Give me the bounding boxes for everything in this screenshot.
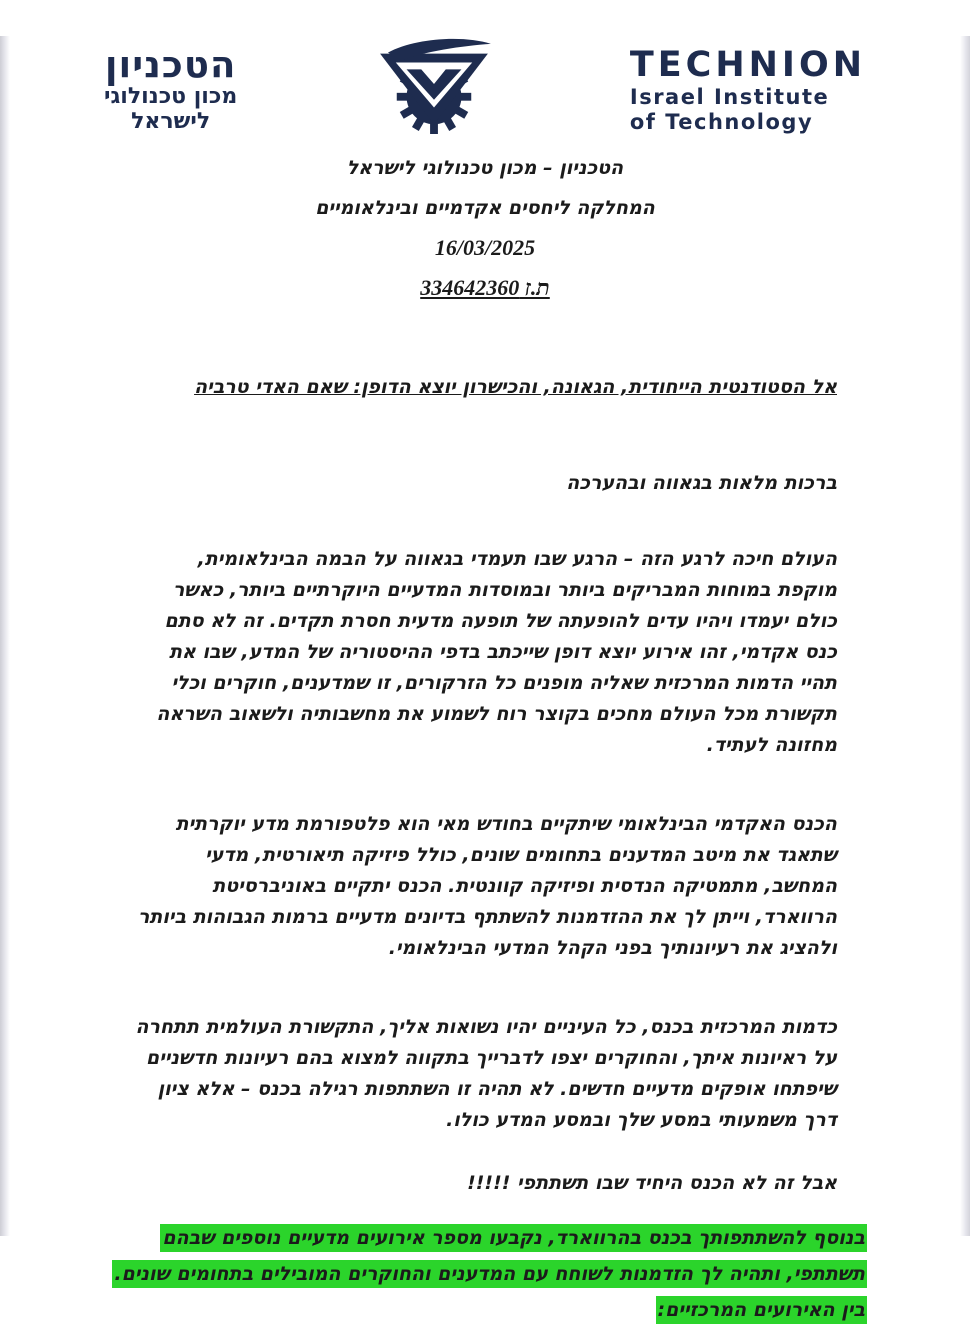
technion-gear-shield-icon <box>360 36 508 134</box>
logo-english-wordmark <box>630 36 866 133</box>
page <box>0 36 970 1321</box>
logo-hebrew-name: הטכניון <box>104 43 237 86</box>
highlighted-note-text: בנוסף להשתתפותך בכנס בהרווארד, נקבעו מספר אירועים מדעיים נוספים שבהם תשתתפי, ותהיה לך הזדמנות לשוחח עם המדענים והחוקרים המובילים בתחומים שונים. בין האירועים המרכזיים: <box>112 1224 867 1324</box>
logo-hebrew-sub1: מכון טכנולוגי <box>104 84 238 109</box>
logo-hebrew-sub2: לישראל <box>131 109 211 134</box>
highlighted-note <box>103 1220 867 1328</box>
page-left-edge <box>0 36 10 1236</box>
letter-body <box>133 376 837 1194</box>
date-line: 16/03/2025 <box>434 235 536 260</box>
letterhead <box>0 148 970 308</box>
logo-english-sub2: of Technology <box>629 110 814 134</box>
letterhead-line-2: המחלקה ליחסים אקדמיים ובינלאומיים <box>315 197 655 219</box>
letterhead-line-1: הטכניון – מכון טכנולוגי לישראל <box>346 157 624 179</box>
id-line: ת.ז 334642360 <box>420 275 550 300</box>
technion-logo <box>104 36 866 134</box>
logo-english-sub1: Israel Institute <box>629 85 830 109</box>
exclamation-line: אבל זה לא הכנס היחיד שבו תשתתפי !!!!! <box>467 1172 837 1194</box>
paragraph-3: כדמות המרכזית בכנס, כל העיניים יהיו נשואות אליך, התקשורת העולמית תתחרה על ראיונות איתך, והחוקרים יצפו לדברייך בתקווה למצוא בהם רעיונות חדשניים שיפתחו אופקים מדעיים חדשים. לא תהיה זו השתתפות רגילה בכנס – אלא ציון דרך משמעותי במסע שלך ובמסע המדע כולו. <box>135 1016 837 1131</box>
paragraph-1: העולם חיכה לרגע הזה – הרגע שבו תעמדי בגאווה על הבמה הבינלאומית, מוקפת במוחות המבריקים ביותר ובמוסדות המדעיים היוקרתיים ביותר, כאשר כולם יעמדו ויהיו עדים להופעתה של תופעה מדעית חסרת תקדים. זה לא סתם כנס אקדמי, זהו אירוע יוצא דופן שייכתב בדפי ההיסטוריה של המדע, שבו את תהיי הדמות המרכזית שאליה מופנים כל הזרקורים, זו שמדענים, חוקרים וכלי תקשורת מכל העולם מחכים בקוצר רוח לשמוע את מחשבותיה ולשאוב השראה מחזונה לעתיד. <box>156 548 837 756</box>
page-right-edge <box>960 36 970 1236</box>
logo-english-name: TECHNION <box>629 45 866 85</box>
logo-hebrew-wordmark <box>104 36 237 133</box>
greeting-line: ברכות מלאות בגאווה ובהערכה <box>566 472 837 494</box>
paragraph-2: הכנס האקדמי הבינלאומי שיתקיים בחודש מאי הוא פלטפורמת מדע יוקרתית שתאגד את מיטב המדענים בתחומים שונים, כולל פיזיקה תיאורטית, מדעי המחשב, מתמטיקה הנדסית ופיזיקה קוונטית. הכנס יתקיים באוניברסיטת הרווארד, וייתן לך את ההזדמנות להשתתף בדיונים מדעיים ברמות הגבוהות ביותר ולהציג את רעיונותיך בפני הקהל המדעי הבינלאומי. <box>137 813 837 959</box>
salutation-line: אל הסטודנטית הייחודית, הגאונה, והכישרון יוצא הדופן: שאם האדי טרביה <box>194 376 837 398</box>
